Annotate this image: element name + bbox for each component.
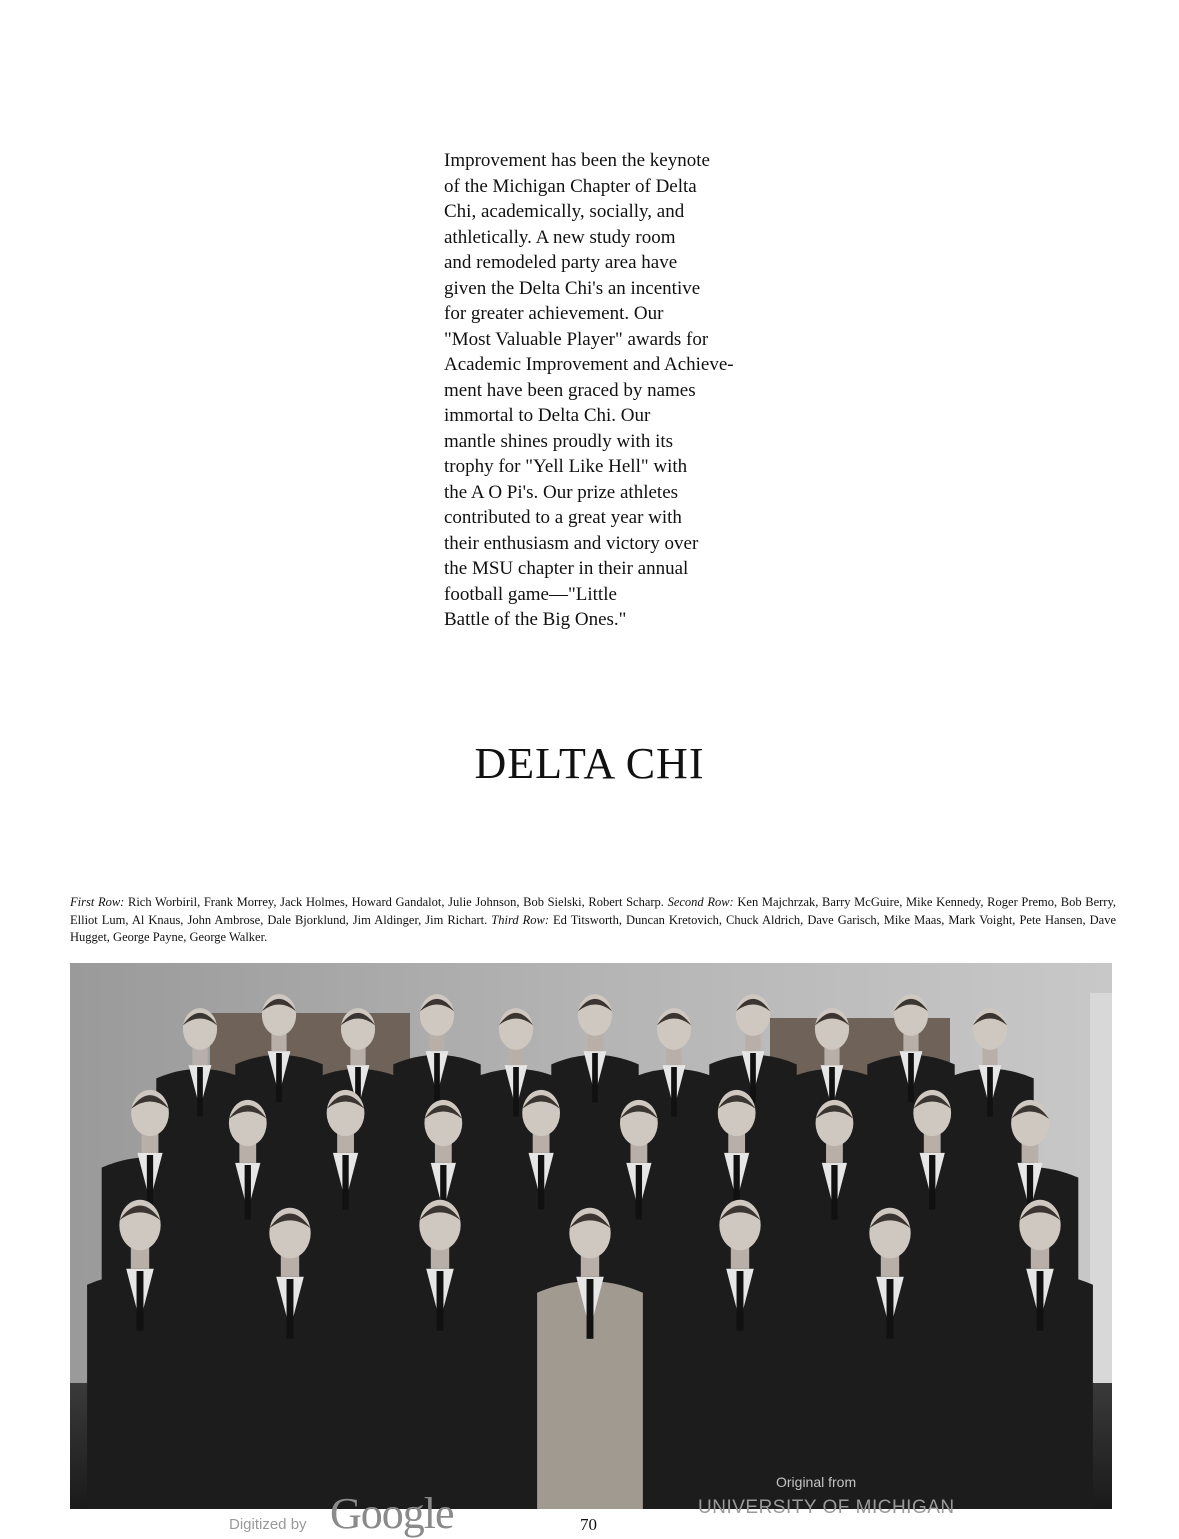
- footer: [0, 1470, 1179, 1536]
- photo-people: [87, 994, 1093, 1509]
- caption-third-row-names: Ed Titsworth, Duncan Kretovich, Chuck Aldrich, Dave Garisch, Mike Maas, Mark Voight, Pete Hansen, Dave Hugget, George Payne, George Walker.: [70, 912, 1116, 944]
- intro-line: ment have been graced by names: [444, 379, 696, 401]
- person-tie: [908, 1053, 914, 1102]
- photo-caption: [70, 894, 1116, 947]
- person-tie: [245, 1165, 251, 1220]
- person-tie: [437, 1271, 444, 1331]
- digitized-by-label: Digitized by: [229, 1516, 307, 1533]
- intro-line: the MSU chapter in their annual: [444, 558, 689, 579]
- person-tie: [538, 1155, 544, 1210]
- person-tie: [737, 1271, 744, 1331]
- caption-first-row-names: Rich Worbiril, Frank Morrey, Jack Holmes, Howard Gandalot, Julie Johnson, Bob Sielski, Robert Scharp.: [128, 895, 664, 909]
- intro-line: trophy for "Yell Like Hell" with: [444, 456, 688, 477]
- intro-paragraph: [444, 148, 804, 633]
- person-tie: [636, 1165, 642, 1220]
- group-photo: [70, 963, 1112, 1509]
- person-tie: [587, 1279, 594, 1339]
- person-tie: [342, 1155, 348, 1210]
- person-tie: [929, 1155, 935, 1210]
- intro-line: Battle of the Big Ones.": [444, 609, 627, 630]
- caption-second-row-label: Second Row:: [667, 895, 734, 909]
- intro-line: "Most Valuable Player" awards for: [444, 328, 709, 350]
- group-photo-svg: [70, 963, 1112, 1509]
- intro-line: their enthusiasm and victory over: [444, 532, 699, 554]
- person-tie: [887, 1279, 894, 1339]
- person-tie: [197, 1067, 203, 1116]
- intro-line: Improvement has been the keynote: [444, 150, 710, 171]
- original-from-label: Original from: [776, 1474, 857, 1490]
- person-tie: [276, 1053, 282, 1102]
- person-tie: [750, 1053, 756, 1102]
- intro-line: and remodeled party area have: [444, 252, 678, 273]
- intro-line: football game—"Little: [444, 583, 617, 605]
- intro-line: of the Michigan Chapter of Delta: [444, 175, 697, 197]
- person-tie: [592, 1053, 598, 1102]
- person-tie: [137, 1271, 144, 1331]
- page-title: DELTA CHI: [474, 739, 705, 788]
- person-tie: [671, 1067, 677, 1116]
- intro-line: the A O Pi's. Our prize athletes: [444, 481, 679, 503]
- intro-line: for greater achievement. Our: [444, 303, 664, 324]
- intro-line: Academic Improvement and Achieve-: [444, 354, 734, 375]
- intro-line: Chi, academically, socially, and: [444, 201, 685, 222]
- person-tie: [434, 1053, 440, 1102]
- person-tie: [831, 1165, 837, 1220]
- intro-line: athletically. A new study room: [444, 226, 676, 248]
- person-tie: [987, 1067, 993, 1116]
- intro-line: contributed to a great year with: [444, 507, 682, 528]
- page-number: 70: [580, 1515, 597, 1534]
- intro-line: given the Delta Chi's an incentive: [444, 277, 701, 299]
- intro-line: mantle shines proudly with its: [444, 430, 674, 452]
- university-label: UNIVERSITY OF MICHIGAN: [698, 1497, 955, 1518]
- person-tie: [147, 1155, 153, 1210]
- caption-second-row-names: Ken Majchrzak, Barry McGuire, Mike Kennedy, Roger Premo, Bob Berry, Elliot Lum, Al Knaus, John Ambrose, Dale Bjorklund, Jim Aldinger, Jim Richart.: [70, 895, 1117, 927]
- person-tie: [1037, 1271, 1044, 1331]
- caption-third-row-label: Third Row:: [491, 912, 550, 927]
- intro-line: immortal to Delta Chi. Our: [444, 405, 651, 426]
- google-logo: Google: [330, 1489, 454, 1538]
- person-tie: [513, 1067, 519, 1116]
- caption-first-row-label: First Row:: [70, 895, 125, 909]
- person-tie: [287, 1279, 294, 1339]
